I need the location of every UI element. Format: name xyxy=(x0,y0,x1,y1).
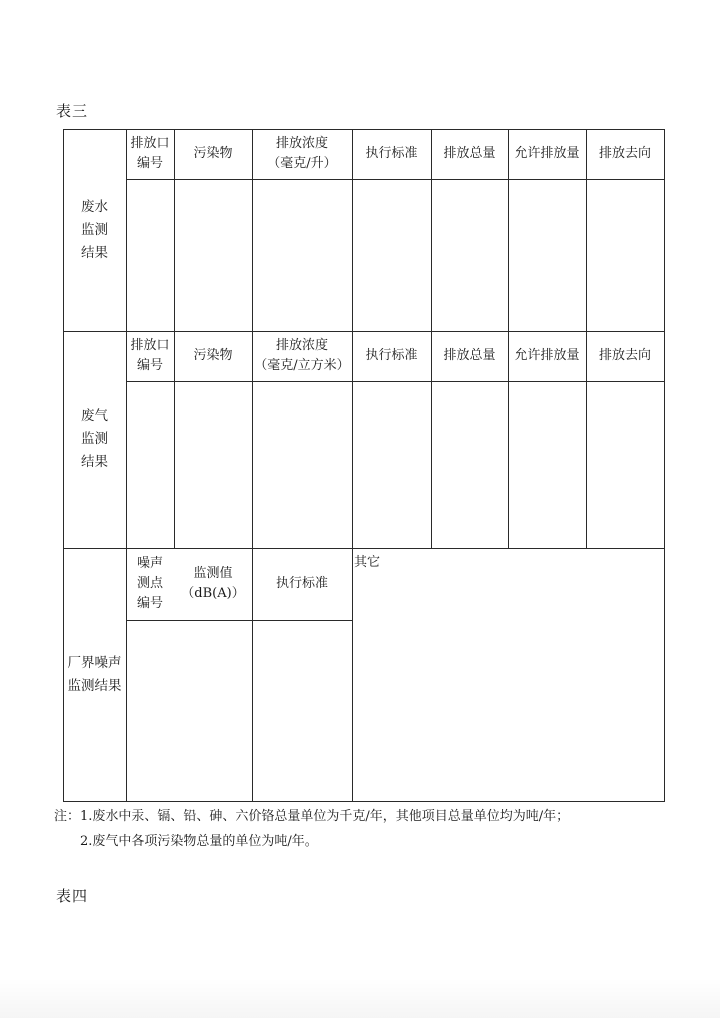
noise-header-value: 监测值 （dB(A)） xyxy=(181,566,245,601)
label-column-divider xyxy=(126,129,127,802)
table-border-bottom xyxy=(63,801,665,802)
wastewater-header-destination: 排放去向 xyxy=(598,146,651,161)
wastewater-header-pollutant: 污染物 xyxy=(193,146,233,161)
column-divider-4 xyxy=(352,129,353,802)
wastewater-header-concentration: 排放浓度 （毫克/升） xyxy=(267,136,337,171)
table4-title: 表四 xyxy=(56,887,89,905)
table3-grid xyxy=(63,129,665,802)
note-2: 2.废气中各项污染物总量的单位为吨/年。 xyxy=(80,834,318,849)
waste-gas-header-allowed: 允许排放量 xyxy=(514,348,580,363)
noise-other-label: 其它 xyxy=(354,555,381,570)
wastewater-header-outlet-no: 排放口 编号 xyxy=(130,136,170,171)
noise-header-point-no: 噪声 测点 编号 xyxy=(136,556,163,611)
table-border-right xyxy=(664,129,665,802)
table3-title: 表三 xyxy=(56,102,89,120)
note-1: 注：1.废水中汞、镉、铅、砷、六价铬总量单位为千克/年，其他项目总量单位均为吨/年； xyxy=(54,809,570,824)
column-divider-3 xyxy=(252,129,253,802)
wastewater-header-standard: 执行标准 xyxy=(365,146,418,161)
wastewater-header-allowed: 允许排放量 xyxy=(514,146,580,161)
scan-shadow xyxy=(0,978,720,1018)
waste-gas-header-concentration: 排放浓度 （毫克/立方米） xyxy=(254,338,350,373)
waste-gas-header-outlet-no: 排放口 编号 xyxy=(130,338,170,373)
noise-header-standard: 执行标准 xyxy=(275,576,328,591)
waste-gas-header-divider xyxy=(126,381,665,382)
noise-header-divider xyxy=(126,620,352,621)
wastewater-section-label: 废水 监测 结果 xyxy=(81,198,108,261)
wastewater-header-divider xyxy=(126,179,665,180)
waste-gas-header-destination: 排放去向 xyxy=(598,348,651,363)
waste-gas-header-standard: 执行标准 xyxy=(365,348,418,363)
waste-gas-header-total: 排放总量 xyxy=(443,348,496,363)
waste-gas-section-label: 废气 监测 结果 xyxy=(81,408,108,470)
noise-section-label: 厂界噪声 监测结果 xyxy=(67,654,122,694)
wastewater-header-total: 排放总量 xyxy=(443,146,496,161)
waste-gas-header-pollutant: 污染物 xyxy=(193,348,233,363)
